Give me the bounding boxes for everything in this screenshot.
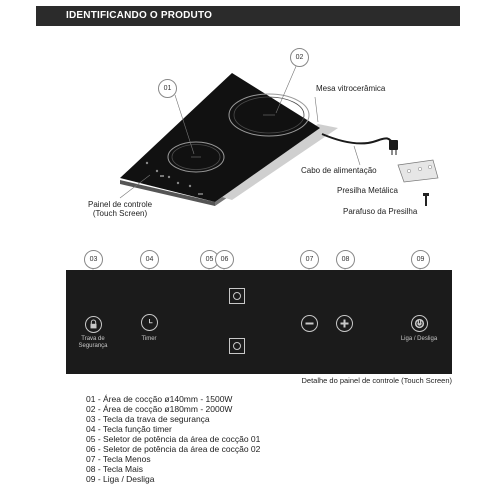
minus-key[interactable] xyxy=(301,315,318,332)
legend-item: 09 - Liga / Desliga xyxy=(86,474,155,484)
legend-item: 05 - Seletor de potência da área de cocção 01 xyxy=(86,434,261,444)
lock-key-label xyxy=(75,336,111,350)
callout-06: 06 xyxy=(215,250,234,269)
label-parafuso-presilha: Parafuso da Presilha xyxy=(343,207,418,216)
legend-item: 03 - Tecla da trava de segurança xyxy=(86,414,210,424)
legend-item: 06 - Seletor de potência da área de cocção 02 xyxy=(86,444,261,454)
legend-item: 07 - Tecla Menos xyxy=(86,454,151,464)
plus-icon xyxy=(337,316,352,331)
plus-key[interactable] xyxy=(336,315,353,332)
label-painel-line1: Painel de controle xyxy=(88,200,153,209)
power-key-label: Liga / Desliga xyxy=(400,336,438,342)
lock-label-line2: Segurança xyxy=(78,343,108,349)
panel-caption: Detalhe do painel de controle (Touch Screen) xyxy=(301,376,452,385)
power-icon xyxy=(412,316,427,331)
legend-item: 02 - Área de cocção ø180mm - 2000W xyxy=(86,404,233,414)
label-mesa-vitroceramica: Mesa vitrocerâmica xyxy=(316,84,386,93)
selector-icon xyxy=(233,292,241,300)
power-selector-zone-02[interactable] xyxy=(229,288,245,304)
lock-key[interactable] xyxy=(85,316,102,333)
label-presilha-metalica: Presilha Metálica xyxy=(337,186,398,195)
callout-05: 05 xyxy=(200,250,219,269)
power-key[interactable] xyxy=(411,315,428,332)
callout-02: 02 xyxy=(290,48,309,67)
callout-09: 09 xyxy=(411,250,430,269)
legend-item: 01 - Área de cocção ø140mm - 1500W xyxy=(86,394,233,404)
lock-label-line1: Trava de xyxy=(81,336,105,342)
callout-04: 04 xyxy=(140,250,159,269)
control-panel xyxy=(66,270,452,374)
timer-key-label: Timer xyxy=(141,336,157,342)
legend-item: 04 - Tecla função timer xyxy=(86,424,172,434)
lock-icon xyxy=(86,317,101,332)
parts-legend xyxy=(86,394,260,484)
clock-icon xyxy=(142,315,157,330)
callout-08: 08 xyxy=(336,250,355,269)
label-cabo-alimentacao: Cabo de alimentação xyxy=(301,166,377,175)
callout-01: 01 xyxy=(158,79,177,98)
selector-icon xyxy=(233,342,241,350)
legend-item: 08 - Tecla Mais xyxy=(86,464,144,474)
timer-key[interactable] xyxy=(141,314,158,331)
callout-03: 03 xyxy=(84,250,103,269)
label-painel-line2: (Touch Screen) xyxy=(92,209,148,218)
callout-07: 07 xyxy=(300,250,319,269)
power-selector-zone-01[interactable] xyxy=(229,338,245,354)
minus-icon xyxy=(302,316,317,331)
section-title: IDENTIFICANDO O PRODUTO xyxy=(66,10,213,21)
